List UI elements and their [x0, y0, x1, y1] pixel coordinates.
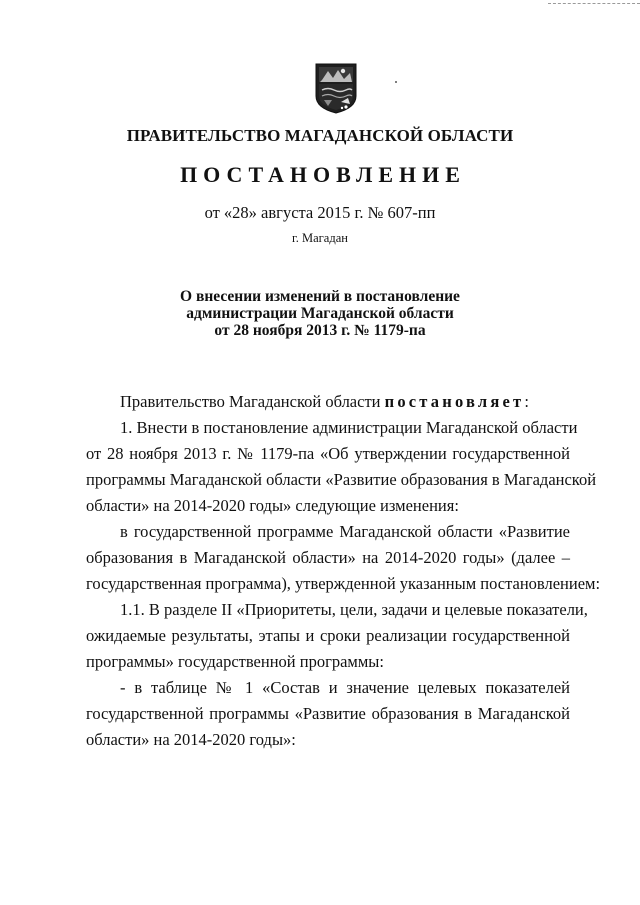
document-subject: [0, 288, 640, 339]
paragraph-1-line: области» на 2014-2020 годы» следующие изменения:: [86, 496, 459, 515]
document-date-number: от «28» августа 2015 г. № 607-пп: [204, 203, 436, 222]
intro-paragraph: [86, 389, 570, 415]
government-title: ПРАВИТЕЛЬСТВО МАГАДАНСКОЙ ОБЛАСТИ: [126, 126, 514, 145]
intro-lead: Правительство Магаданской области: [120, 392, 385, 411]
paragraph-2-line: образования в Магаданской области» на 2014-2020 годы» (далее –: [86, 548, 570, 567]
document-body: [86, 389, 601, 753]
paragraph-3-line: программы» государственной программы:: [86, 652, 384, 671]
paragraph-1-line: программы Магаданской области «Развитие образования в Магаданской: [86, 470, 597, 489]
scan-speck: [395, 81, 397, 83]
paragraph-4-line: - в таблице № 1 «Состав и значение целевых показателей: [120, 678, 570, 697]
subject-line: О внесении изменений в постановление: [180, 288, 460, 305]
paragraph-3-line: 1.1. В разделе II «Приоритеты, цели, задачи и целевые показатели,: [120, 600, 588, 619]
intro-verb: постановляет: [384, 392, 525, 411]
paragraph-2-line: в государственной программе Магаданской области «Развитие: [120, 522, 570, 541]
subject-line: администрации Магаданской области: [186, 305, 454, 322]
scan-edge-mark: [548, 3, 640, 5]
intro-colon: :: [524, 392, 529, 411]
paragraph-1-line: 1. Внести в постановление администрации Магаданской области: [120, 418, 578, 437]
paragraph-3-line: ожидаемые результаты, этапы и сроки реализации государственной: [86, 626, 570, 645]
subject-line: от 28 ноября 2013 г. № 1179-па: [214, 322, 426, 339]
coat-of-arms-icon: [314, 62, 358, 114]
document-city: г. Магадан: [292, 231, 348, 245]
document-type: ПОСТАНОВЛЕНИЕ: [180, 162, 466, 187]
paragraph-4-line: государственной программы «Развитие образования в Магаданской: [86, 704, 570, 723]
paragraph-2-line: государственная программа), утвержденной указанным постановлением:: [86, 574, 601, 593]
paragraph-1-line: от 28 ноября 2013 г. № 1179-па «Об утверждении государственной: [86, 444, 570, 463]
paragraph-4-line: области» на 2014-2020 годы»:: [86, 730, 296, 749]
